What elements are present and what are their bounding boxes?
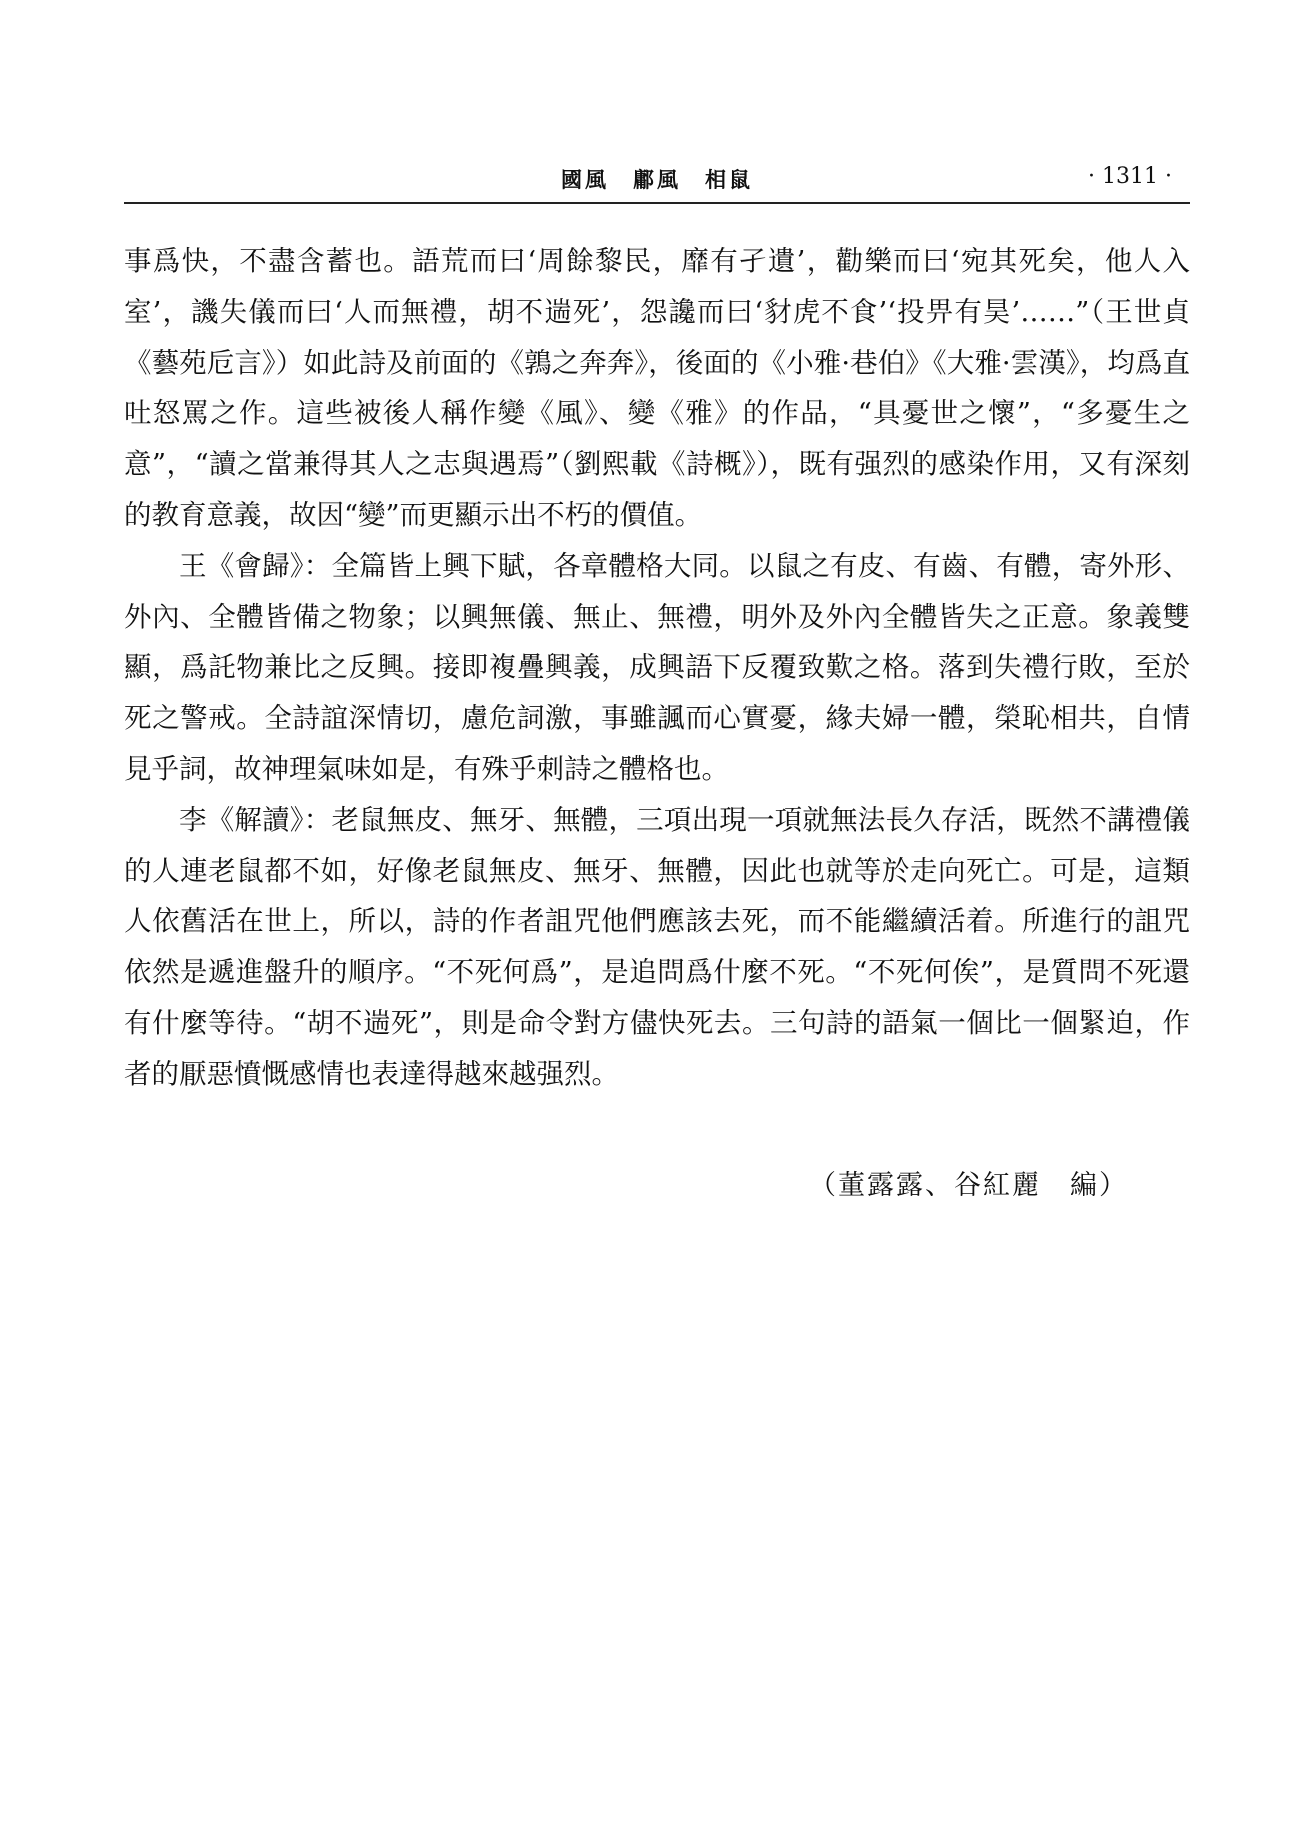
editor-credit: （董露露、谷紅麗 編） — [809, 1170, 1128, 1201]
paragraph-wang-huigui: 王《會歸》：全篇皆上興下賦，各章體格大同。以鼠之有皮、有齒、有體，寄外形、外內、全體皆備之物象；以興無儀、無止、無禮，明外及外內全體皆失之正意。象義雙顯，爲託物兼比之反興。接即複疊興義，成興語下反覆致歎之格。落到失禮行敗，至於死之警戒。全詩誼深情切，慮危詞激，事雖諷而心實憂，緣夫婦一體，榮恥相共，自情見乎詞，故神理氣味如是，有殊乎刺詩之體格也。 — [124, 549, 1190, 785]
page-number: · 1311 · — [1088, 164, 1172, 189]
body-text — [124, 236, 1190, 1100]
chapter-title: 國風 鄘風 相鼠 — [561, 167, 753, 192]
paragraph-continuation: 事爲快，不盡含蓄也。語荒而曰‘周餘黎民，靡有孑遺’，勸樂而曰‘宛其死矣，他人入室’，譏失儀而曰‘人而無禮，胡不遄死’，怨讒而曰‘豺虎不食’‘投畀有昊’……”（王世貞《藝苑卮言》）如此詩及前面的《鶉之奔奔》，後面的《小雅·巷伯》《大雅·雲漢》，均爲直吐怒罵之作。這些被後人稱作變《風》、變《雅》的作品，“具憂世之懷”，“多憂生之意”，“讀之當兼得其人之志與遇焉”（劉熙載《詩概》），既有强烈的感染作用，又有深刻的教育意義，故因“變”而更顯示出不朽的價值。 — [124, 245, 1190, 531]
running-header — [124, 160, 1190, 204]
paragraph-li-jiedu: 李《解讀》：老鼠無皮、無牙、無體，三項出現一項就無法長久存活，既然不講禮儀的人連老鼠都不如，好像老鼠無皮、無牙、無體，因此也就等於走向死亡。可是，這類人依舊活在世上，所以，詩的作者詛咒他們應該去死，而不能繼續活着。所進行的詛咒依然是遞進盤升的順序。“不死何爲”，是追問爲什麼不死。“不死何俟”，是質問不死還有什麼等待。“胡不遄死”，則是命令對方儘快死去。三句詩的語氣一個比一個緊迫，作者的厭惡憤慨感情也表達得越來越强烈。 — [124, 803, 1190, 1090]
